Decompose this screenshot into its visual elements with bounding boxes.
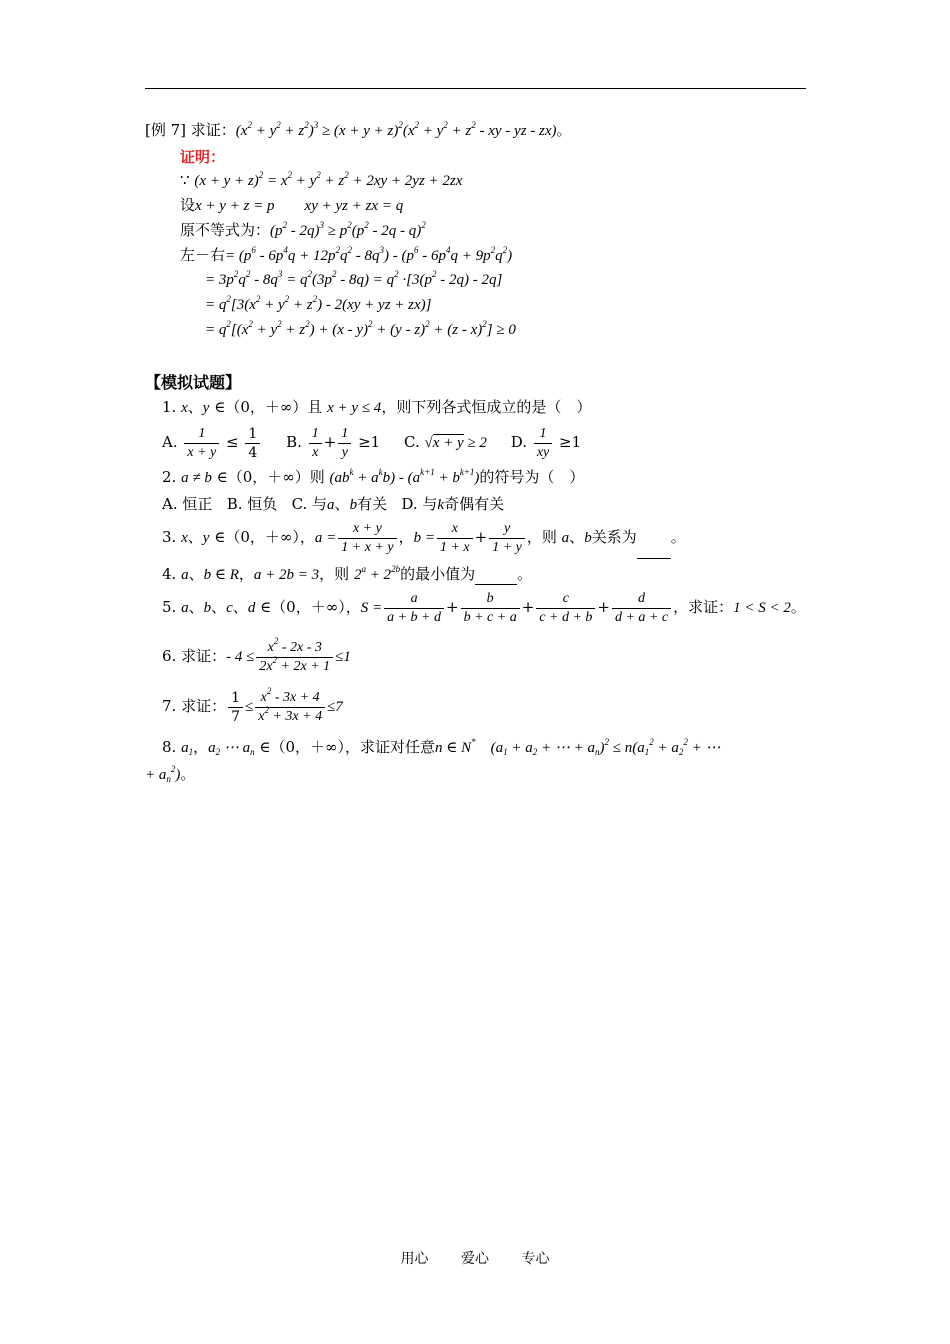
p7-lead: 7. 求证： [162, 697, 227, 715]
problem-1-options: A. $\frac{1}{x + y}$ ≤ $\frac{1}{4}$ B. $\frac{1}{x}$ + $\frac{1}{y}$ ≥1 C. √x + y ≥ 2 D. $\frac{1}{xy}$ ≥1 [162, 425, 582, 461]
header-rule [145, 88, 806, 89]
footer-word-2: 爱心 [461, 1251, 489, 1267]
p3-blank [637, 516, 671, 559]
problem-2: 2. a ≠ b ∈（0，＋∞）则 $(ab^k + a^kb) - (a^{k+1} + b^{k+1})$的符号为（ ） [162, 467, 585, 486]
p1-opt-a-label: A. [162, 433, 178, 451]
p8-tail: ，求证对任意 [345, 738, 436, 756]
proof-line-4: 左－右= $(p^6 - 6p^4q + 12p^2q^2 - 8q^3) - (p^6 - 6p^4q + 9p^2q^2)$ [180, 245, 513, 264]
p2-opt-c-tail: 有关 [357, 495, 388, 513]
p1-opt-d-label: D. [510, 433, 528, 451]
proof-line-1: ∵ $(x + y + z)^2 = x^2 + y^2 + z^2 + 2xy + 2yz + 2zx$ [180, 170, 463, 189]
p6-lead: 6. 求证： [162, 647, 227, 665]
p3-tail: 关系为 [591, 528, 637, 546]
p5-tail: ，求证： [673, 598, 734, 616]
problem-3: 3. x、y ∈（0，＋∞），a = $\frac{x + y}{1 + x + y}$ ，b = $\frac{x}{1 + x}$ + $\frac{y}{1 + y}$ ，则 a、b关系为 。 [162, 516, 686, 558]
proof-line-5: = $3p^2q^2 - 8q^3 = q^2(3p^2 - 8q) = q^2 \cdot[3(p^2 - 2q) - 2q]$ [205, 269, 503, 288]
problem-8-cont: + $a_n^2$)。 [145, 764, 196, 784]
problem-4: 4. a、b ∈ R，a + 2b = 3，则 $2^a + 2^{2b}$的最小值为 。 [162, 564, 533, 583]
problem-5: 5. a、b、c、d ∈（0，＋∞），S = $\frac{a}{a + b + d}$ + $\frac{b}{b + c + a}$ + $\frac{c}{c + d + b}$ + $\frac{d}{d + a + c}$ ，求证：1 < S < 2。 [162, 590, 806, 625]
p1-tail: ，则下列各式恒成立的是（ ） [381, 398, 592, 416]
problem-6: 6. 求证：- 4 ≤ $\frac{x^2 - 2x - 3}{2x^2 + 2x + 1}$ ≤1 [162, 635, 351, 674]
proof-heading: 证明： [180, 148, 226, 166]
problem-7: 7. 求证： $\frac{1}{7}$ ≤ $\frac{x^2 - 3x + 4}{x^2 + 3x + 4}$ ≤7 [162, 685, 343, 725]
because-symbol: ∵ [180, 171, 190, 189]
problem-2-options: A. 恒正 B. 恒负 C. 与a、b有关 D. 与k奇偶有关 [162, 495, 505, 513]
footer [0, 1248, 950, 1268]
original-word: 原不等式为： [180, 221, 271, 239]
section-title: 【模拟试题】 [145, 373, 242, 392]
proof-line-2: 设x + y + z = p xy + yz + zx = q [180, 196, 404, 214]
proof-line-3: 原不等式为：$(p^2 - 2q)^3 \ge p^2(p^2 - 2q - q)^2$ [180, 220, 426, 239]
proof-line-7: = $q^2[(x^2 + y^2 + z^2) + (x - y)^2 + (y - z)^2 + (z - x)^2] \ge 0$ [205, 319, 516, 338]
proof-line-6: = $q^2[3(x^2 + y^2 + z^2) - 2(xy$ + yz + zx)] [205, 294, 432, 313]
p2-opt-d: D. 与 [401, 495, 438, 513]
p4-tail: 的最小值为 [400, 565, 476, 583]
p2-tail: 的符号为（ ） [479, 468, 585, 486]
p2-opt-a: A. 恒正 [162, 495, 213, 513]
p2-opt-b: B. 恒负 [226, 495, 278, 513]
p4-blank [475, 564, 517, 585]
problem-1: 1. x、y ∈（0，＋∞）且 x + y ≤ 4，则下列各式恒成立的是（ ） [162, 398, 592, 416]
example-formula: $(x^2 + y^2 + z^2)^3 \ge (x + y + z)^2(x^2 + y^2 + z^2$ - xy - yz - zx) [235, 120, 557, 139]
example-statement: [例 7] 求证：$(x^2 + y^2 + z^2)^3 \ge (x + y + z)^2(x^2 + y^2 + z^2$ - xy - yz - zx)。 [145, 120, 572, 139]
set-word: 设 [180, 196, 196, 214]
p1-opt-b-label: B. [286, 433, 302, 451]
p1-opt-c-label: C. [404, 433, 420, 451]
lhs-word: 左－右 [180, 246, 226, 264]
footer-word-3: 专心 [521, 1251, 550, 1267]
example-label: [例 7] 求证： [145, 121, 236, 139]
footer-word-1: 用心 [400, 1251, 429, 1267]
p2-opt-c: C. 与 [291, 495, 328, 513]
problem-8: 8. $a_1$，$a_2$ ⋯ $a_n$ ∈（0，＋∞），求证对任意n ∈ N* ($a_1 + a_2$ + ⋯ + $a_n)^2 \le n(a_1^2 + a_2^2$ + ⋯ [162, 737, 721, 757]
p2-opt-d-tail: 奇偶有关 [444, 495, 505, 513]
